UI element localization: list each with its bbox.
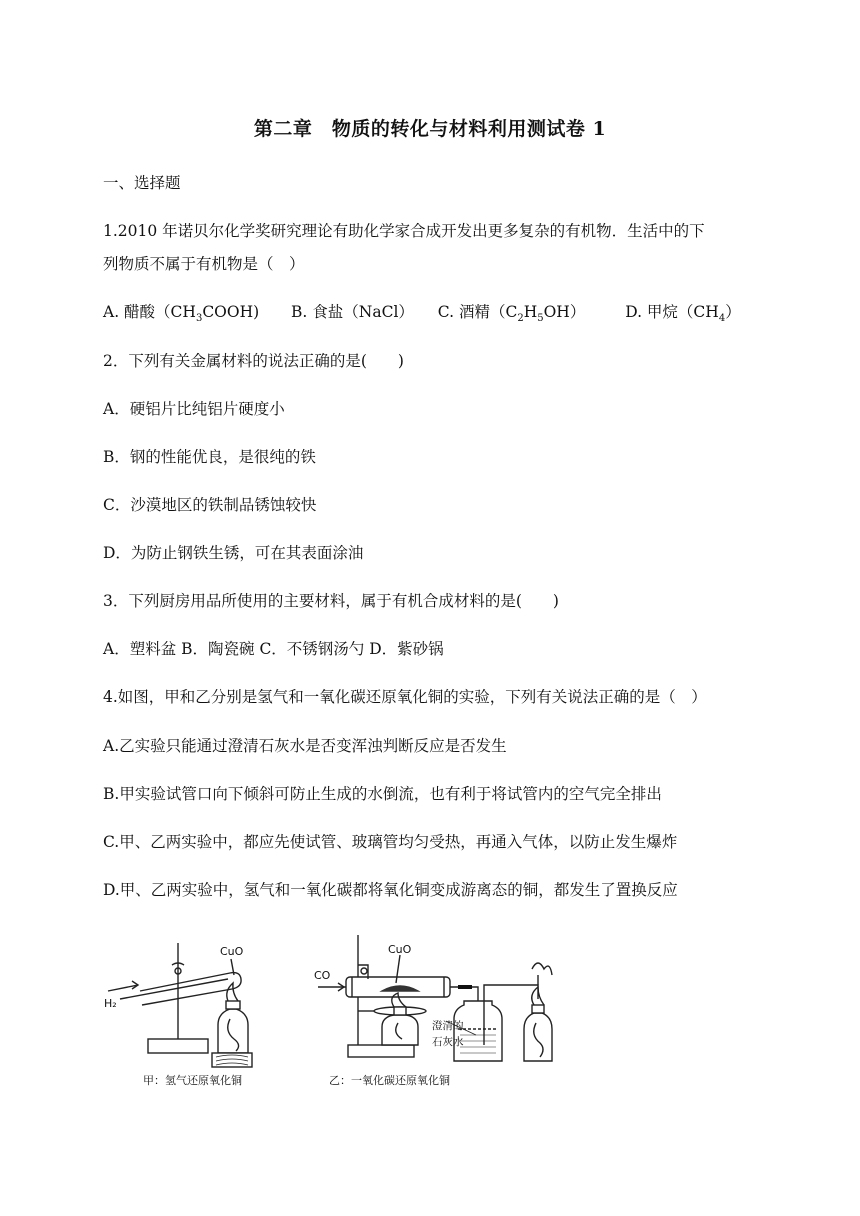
- q1-options: [103, 300, 741, 324]
- q1-option-b: B. 食盐（NaCl）: [291, 303, 414, 321]
- q1-option-c: C. 酒精$(C_2H_5OH)$: [437, 303, 586, 325]
- q2-option-b: B．钢的性能优良，是很纯的铁: [103, 448, 316, 466]
- yi-alcohol-lamp-2: [524, 1013, 552, 1061]
- yi-co-label: CO: [314, 969, 331, 982]
- yi-lime-label-1: 澄清的: [432, 1020, 464, 1032]
- q3-stem: 3．下列厨房用品所使用的主要材料，属于有机合成材料的是( ): [103, 592, 559, 610]
- yi-cuo-label: CuO: [388, 943, 412, 956]
- jia-test-tube: [140, 973, 241, 1005]
- jia-h2-label: H₂: [104, 997, 117, 1010]
- jia-caption: 甲：氢气还原氧化铜: [143, 1074, 242, 1087]
- q2-option-a: A．硬铝片比纯铝片硬度小: [103, 400, 285, 418]
- q2-option-d: D．为防止钢铁生锈，可在其表面涂油: [103, 544, 364, 562]
- q4-option-d: D.甲、乙两实验中，氢气和一氧化碳都将氧化铜变成游离态的铜，都发生了置换反应: [103, 881, 678, 899]
- jia-stand-base: [148, 1039, 208, 1053]
- q3-options: A．塑料盆 B．陶瓷碗 C．不锈钢汤勺 D．紫砂锅: [103, 640, 444, 658]
- yi-stand-base: [348, 1045, 414, 1057]
- q4-option-c: C.甲、乙两实验中，都应先使试管、玻璃管均匀受热，再通入气体，以防止发生爆炸: [103, 833, 678, 851]
- yi-caption: 乙：一氧化碳还原氧化铜: [329, 1074, 450, 1087]
- jia-alcohol-lamp: [218, 1009, 248, 1053]
- yi-lime-label-2: 石灰水: [432, 1036, 464, 1048]
- q1-stem-line2: 列物质不属于有机物是（ ）: [103, 255, 305, 273]
- q1-option-a: A. 醋酸$(CH_3COOH)$: [103, 303, 260, 325]
- q2-option-c: C．沙漠地区的铁制品锈蚀较快: [103, 496, 317, 514]
- q4-option-b: B.甲实验试管口向下倾斜可防止生成的水倒流，也有利于将试管内的空气完全排出: [103, 785, 662, 803]
- q1-stem-line1: 1.2010 年诺贝尔化学奖研究理论有助化学家合成开发出更多复杂的有机物．生活中的下: [103, 222, 705, 240]
- q2-stem: 2．下列有关金属材料的说法正确的是( ): [103, 352, 404, 370]
- jia-cuo-label: CuO: [220, 945, 244, 958]
- q4-stem: 4.如图，甲和乙分别是氢气和一氧化碳还原氧化铜的实验，下列有关说法正确的是（ ）: [103, 688, 707, 706]
- experiment-figure: [100, 935, 580, 1095]
- section-heading: 一、选择题: [103, 174, 181, 192]
- page-title: 第二章 物质的转化与材料利用测试卷 1: [253, 118, 607, 140]
- q1-option-d: D. 甲烷$(CH_4)$: [625, 303, 741, 325]
- yi-alcohol-lamp-1: [382, 1015, 418, 1045]
- q4-option-a: A.乙实验只能通过澄清石灰水是否变浑浊判断反应是否发生: [103, 737, 507, 755]
